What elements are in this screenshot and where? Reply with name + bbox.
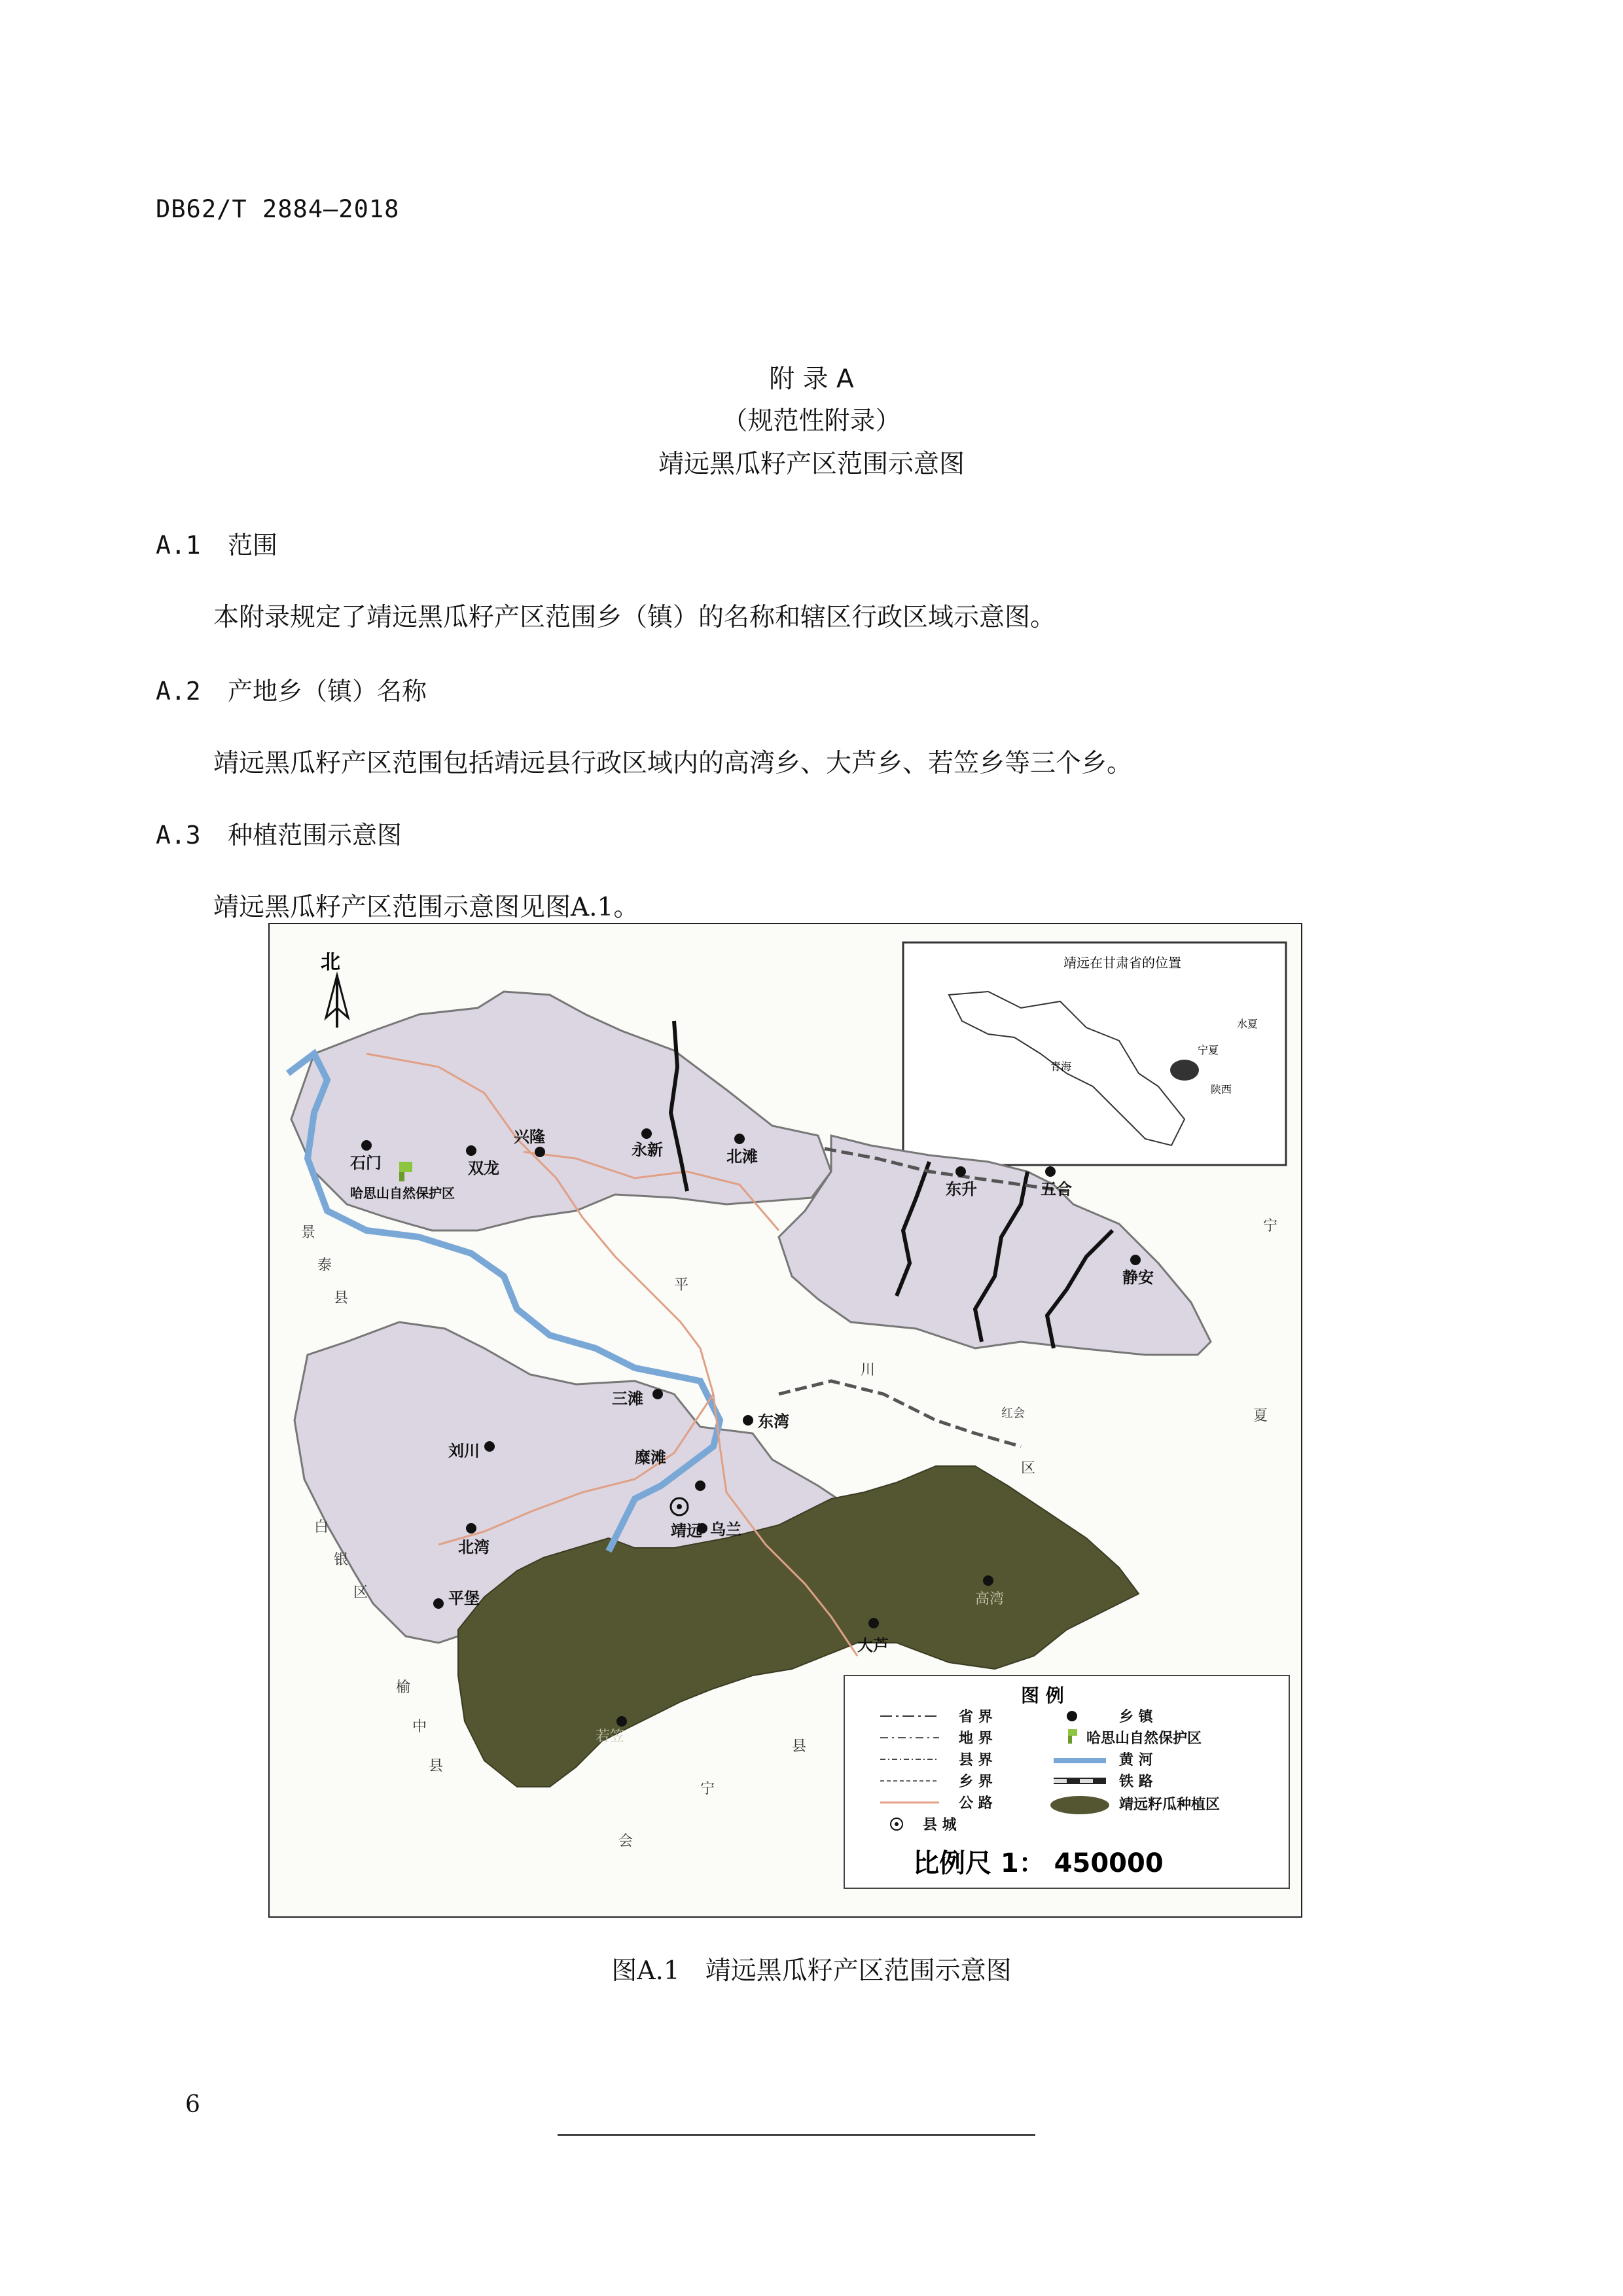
region-label: 景 [301, 1225, 316, 1241]
legend-label-county: 县 界 [959, 1752, 993, 1768]
inset-map [903, 942, 1286, 1165]
region-label: 县 [429, 1758, 444, 1774]
region-label: 川 [861, 1362, 876, 1378]
region-label: 泰 [317, 1257, 332, 1274]
county-seat-marker [677, 1504, 682, 1509]
town-label-xinglong: 兴隆 [514, 1128, 545, 1146]
jingyuan-location-marker [1170, 1060, 1199, 1081]
town-label-wuhe: 五合 [1041, 1180, 1072, 1198]
town-label-beiwan: 北湾 [458, 1538, 490, 1556]
town-label-dalu: 大芦 [857, 1636, 889, 1655]
town-label-mitan: 糜滩 [635, 1448, 666, 1467]
town-dot [695, 1480, 705, 1491]
section-number: A.3 [156, 821, 201, 850]
town-dot [734, 1134, 745, 1144]
production-area-map [268, 923, 1302, 1918]
section-title: 产地乡（镇）名称 [228, 677, 427, 706]
section-title: 范围 [228, 531, 278, 560]
region-label: 县 [334, 1290, 349, 1306]
town-dot [955, 1166, 966, 1177]
section-a1-body: 本附录规定了靖远黑瓜籽产区范围乡（镇）的名称和辖区行政区域示意图。 [213, 603, 1056, 632]
footer-rule [558, 2134, 1035, 2136]
section-a1-heading [156, 525, 277, 561]
region-label: 榆 [396, 1679, 411, 1696]
town-dot [466, 1145, 476, 1156]
town-label-jingan: 静安 [1122, 1268, 1154, 1287]
town-dot [652, 1389, 663, 1399]
legend-label-planting: 靖远籽瓜种植区 [1119, 1797, 1221, 1813]
region-label: 夏 [1253, 1408, 1268, 1424]
town-label-dongwan: 东湾 [758, 1412, 789, 1431]
section-number: A.1 [156, 531, 201, 560]
region-label: 宁 [700, 1781, 715, 1797]
inset-label-shuixia: 水夏 [1237, 1018, 1258, 1030]
region-label: 平 [674, 1277, 689, 1293]
town-label-gaowan: 高湾 [975, 1591, 1005, 1607]
town-label-santan: 三滩 [612, 1390, 643, 1408]
legend-label-town: 乡 镇 [1119, 1709, 1153, 1725]
standard-code: DB62/T 2884—2018 [156, 195, 400, 223]
inset-label-shaanxi: 陕西 [1211, 1083, 1232, 1096]
region-label: 县 [792, 1738, 807, 1755]
legend-label-township: 乡 界 [959, 1774, 993, 1790]
town-dot [641, 1128, 652, 1139]
section-a2-body: 靖远黑瓜籽产区范围包括靖远县行政区域内的高湾乡、大芦乡、若笠乡等三个乡。 [213, 749, 1133, 778]
section-a2-heading [156, 671, 427, 707]
town-label-jingyuan: 靖远 [671, 1522, 702, 1540]
town-label-shimen: 石门 [350, 1154, 382, 1172]
legend-scale: 比例尺 1： 450000 [913, 1848, 1164, 1878]
section-number: A.2 [156, 677, 201, 706]
town-label-beitan: 北滩 [726, 1147, 758, 1166]
town-dot [535, 1147, 545, 1157]
legend-label-road: 公 路 [959, 1795, 993, 1812]
town-dot [1130, 1255, 1141, 1265]
region-label: 区 [353, 1585, 368, 1601]
legend-label-reserve: 哈思山自然保护区 [1086, 1731, 1202, 1747]
legend-planting-icon [1050, 1796, 1109, 1814]
town-label-wulan: 乌兰 [710, 1520, 741, 1539]
inset-label-qinghai: 青海 [1050, 1060, 1072, 1073]
section-a3-heading [156, 815, 402, 851]
region-label: 区 [1021, 1460, 1036, 1477]
section-title: 种植范围示意图 [228, 821, 402, 850]
appendix-subject: 靖远黑瓜籽产区范围示意图 [658, 450, 965, 479]
town-dot [983, 1575, 993, 1586]
region-label: 会 [618, 1833, 633, 1850]
region-label: 银 [334, 1552, 349, 1568]
town-dot [433, 1598, 444, 1609]
legend-title: 图 例 [1021, 1685, 1064, 1706]
town-label-pingbao: 平堡 [448, 1589, 480, 1607]
region-label: 白 [314, 1519, 329, 1535]
page-number: 6 [185, 2091, 200, 2118]
town-dot [616, 1716, 627, 1727]
legend-label-river: 黄 河 [1119, 1752, 1153, 1768]
legend-label-railway: 铁 路 [1119, 1774, 1153, 1790]
appendix-type: （规范性附录） [722, 406, 901, 436]
figure-caption: 图A.1 靖远黑瓜籽产区范围示意图 [611, 1956, 1012, 1986]
town-label-shuanglong: 双龙 [468, 1159, 499, 1177]
section-a3-body: 靖远黑瓜籽产区范围示意图见图A.1。 [213, 893, 639, 922]
legend-town-icon [1067, 1711, 1077, 1721]
town-label-dongsheng: 东升 [946, 1180, 977, 1198]
town-label-ruoli: 若笠 [596, 1729, 625, 1745]
town-label-yongxin: 永新 [632, 1141, 663, 1159]
town-dot [361, 1140, 372, 1151]
inset-label-ningxia: 宁夏 [1198, 1044, 1219, 1056]
map-legend [844, 1676, 1289, 1888]
town-label-liuchuan: 刘川 [448, 1442, 480, 1460]
region-label: 宁 [1263, 1218, 1278, 1234]
north-label: 北 [321, 951, 340, 974]
legend-county-seat-icon [895, 1822, 899, 1826]
inset-title: 靖远在甘肃省的位置 [1063, 955, 1181, 971]
town-dot [1045, 1166, 1056, 1177]
legend-label-prefecture: 地 界 [959, 1731, 993, 1747]
town-dot [466, 1523, 476, 1534]
legend-label-county-seat: 县 城 [923, 1817, 957, 1833]
region-label: 红会 [1001, 1407, 1025, 1420]
town-dot [743, 1415, 753, 1426]
reserve-label: 哈思山自然保护区 [350, 1185, 455, 1201]
appendix-title: 附 录 A [769, 365, 854, 394]
town-dot [484, 1441, 495, 1452]
legend-label-province: 省 界 [959, 1709, 993, 1725]
town-dot [868, 1618, 879, 1628]
region-label: 中 [412, 1719, 427, 1735]
